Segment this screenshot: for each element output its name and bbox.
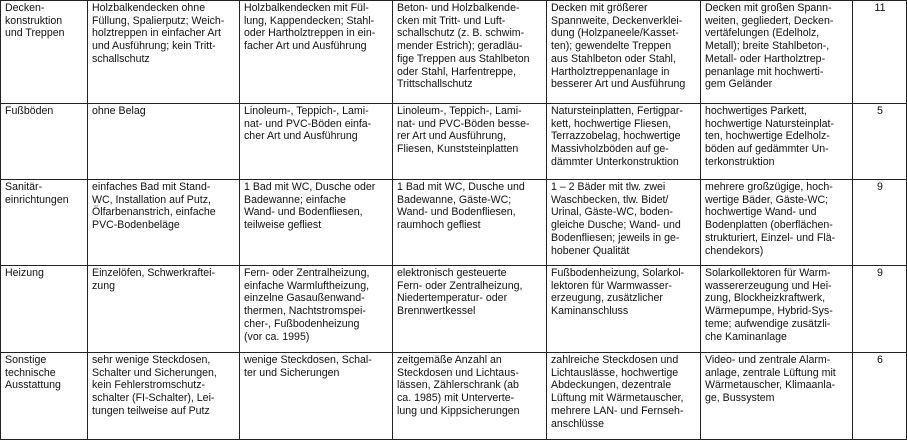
weight-value: 11 [874,2,886,14]
cell-text: Einzelöfen, Schwerkraftei- zung [92,267,216,292]
weight-cell [853,1,907,104]
row-label-cell [1,353,88,440]
weight-cell [853,266,907,353]
cell-text: Video- und zentrale Alarm- anlage, zentrale Lüftung mit Wärmetauscher, Klimaanla- ge, Bussystem [705,354,836,405]
table-cell [393,353,547,440]
table-cell [547,353,701,440]
cell-text: ohne Belag [92,105,146,117]
row-label: Sonstige technische Ausstattung [5,354,61,392]
cell-text: Beton- und Holzbalkende- cken mit Tritt- und Luft- schallschutz (z. B. schwim- mender Estrich); geradläu- fige Treppen aus Stahlbeton oder Stahl, Harfentreppe, Trittschallschutz [397,2,530,91]
table-cell [547,1,701,104]
weight-value: 9 [877,181,883,193]
table-cell [393,266,547,353]
cell-text: Decken mit großen Spann- weiten, gegliedert, Decken- vertäfelungen (Edelholz, Metall); breite Stahlbeton-, Metall- oder Hartholztrep- penanlage mit hochwerti- gem Geländer [705,2,834,91]
table-cell [701,1,853,104]
weight-value: 9 [877,267,883,279]
table-cell [547,266,701,353]
cell-text: zeitgemäße Anzahl an Steckdosen und Lichtaus- lässen, Zählerschrank (ab ca. 1985) mit Unterverte- lung und Kippsicherungen [397,354,520,417]
cell-text: Natursteinplatten, Fertigpar- kett, hochwertige Fliesen, Terrazzobelag, hochwertige Massivholzböden auf ge- dämmter Unterkonstruktion [551,105,683,168]
cell-text: elektronisch gesteuerte Fern- oder Zentralheizung, Niedertemperatur- oder Brennwertkessel [397,267,523,318]
row-label-cell [1,104,88,180]
cell-text: Holzbalkendecken mit Fül- lung, Kappendecken; Stahl- oder Hartholztreppen in ein- facher Art und Ausführung [244,2,376,53]
table-cell [240,266,393,353]
table-cell [88,266,240,353]
cell-text: zahlreiche Steckdosen und Lichtauslässe, hochwertige Abdeckungen, dezentrale Lüftung mit Wärmetauscher, mehrere LAN- und Fernseh- anschlüsse [551,354,684,430]
table-cell [701,353,853,440]
table-cell [393,180,547,266]
table-cell [88,180,240,266]
cell-text: Fußbodenheizung, Solarkol- lektoren für Warmwasser- erzeugung, zusätzlicher Kaminanschluss [551,267,685,318]
cell-text: Holzbalkendecken ohne Füllung, Spalierputz; Weich- holztreppen in einfacher Art und Ausführung; kein Tritt- schallschutz [92,2,225,65]
weight-cell [853,180,907,266]
cell-text: Fern- oder Zentralheizung, einfache Warmluftheizung, einzelne Gasaußenwand- thermen, Nachtstromspei- cher-, Fußbodenheizung (vor ca. 1995) [244,267,370,343]
row-label: Decken- konstruktion und Treppen [5,2,65,40]
cell-text: Linoleum-, Teppich-, Lami- nat- und PVC-Böden besse- rer Art und Ausführung, Fliesen, Kunststeinplatten [397,105,530,156]
cell-text: 1 – 2 Bäder mit tlw. zwei Waschbecken, tlw. Bidet/ Urinal, Gäste-WC, boden- gleiche Dusche; Wand- und Bodenfliesen; jeweils in ge- hobener Qualität [551,181,681,257]
row-label: Heizung [5,267,44,279]
cell-text: hochwertiges Parkett, hochwertige Natursteinplat- ten, hochwertige Edelholz- böden auf gedämmter Un- terkonstruktion [705,105,834,168]
cell-text: Decken mit größerer Spannweite, Deckenverklei- dung (Holzpaneele/Kasset- ten); gewendelte Treppen aus Stahlbeton oder Stahl, Hartholztreppenanlage in besserer Art und Ausführung [551,2,686,91]
table-row [1,104,907,180]
row-label: Fußböden [5,105,54,117]
cell-text: einfaches Bad mit Stand- WC, Installation auf Putz, Ölfarbenanstrich, einfache PVC-Bodenbeläge [92,181,216,232]
table-row [1,266,907,353]
table-cell [240,353,393,440]
cell-text: sehr wenige Steckdosen, Schalter und Sicherungen, kein Fehlerstromschutz- schalter (FI-Schalter), Lei- tungen teilweise auf Putz [92,354,217,417]
weight-value: 5 [877,105,883,117]
table-cell [88,104,240,180]
table-cell [547,180,701,266]
weight-value: 6 [877,354,883,366]
row-label-cell [1,266,88,353]
table-row [1,353,907,440]
table-cell [240,1,393,104]
cell-text: 1 Bad mit WC, Dusche oder Badewanne; einfache Wand- und Bodenfliesen, teilweise gefliest [244,181,376,232]
row-label: Sanitär- einrichtungen [5,181,69,206]
table-cell [701,180,853,266]
cell-text: mehrere großzügige, hoch- wertige Bäder, Gäste-WC; hochwertige Wand- und Bodenplatten (oberflächen- strukturiert, Einzel- und Flä- chendekors) [705,181,836,257]
table-row [1,180,907,266]
cell-text: Linoleum-, Teppich-, Lami- nat- und PVC-Böden einfa- cher Art und Ausführung [244,105,372,143]
weight-cell [853,353,907,440]
table-cell [88,1,240,104]
cell-text: Solarkollektoren für Warm- wassererzeugung und Hei- zung, Blockheizkraftwerk, Wärmepumpe, Hybrid-Sys- teme; aufwendige zusätzli- che Kaminanlage [705,267,833,343]
table-cell [88,353,240,440]
table-cell [240,180,393,266]
table-row [1,1,907,104]
table-cell [393,1,547,104]
cell-text: 1 Bad mit WC, Dusche und Badewanne, Gäste-WC; Wand- und Bodenfliesen, raumhoch gefliest [397,181,525,232]
table-cell [547,104,701,180]
row-label-cell [1,1,88,104]
row-label-cell [1,180,88,266]
cell-text: wenige Steckdosen, Schal- ter und Sicherungen [244,354,372,379]
weight-cell [853,104,907,180]
table-cell [701,266,853,353]
table-cell [240,104,393,180]
table-cell [393,104,547,180]
table-cell [701,104,853,180]
